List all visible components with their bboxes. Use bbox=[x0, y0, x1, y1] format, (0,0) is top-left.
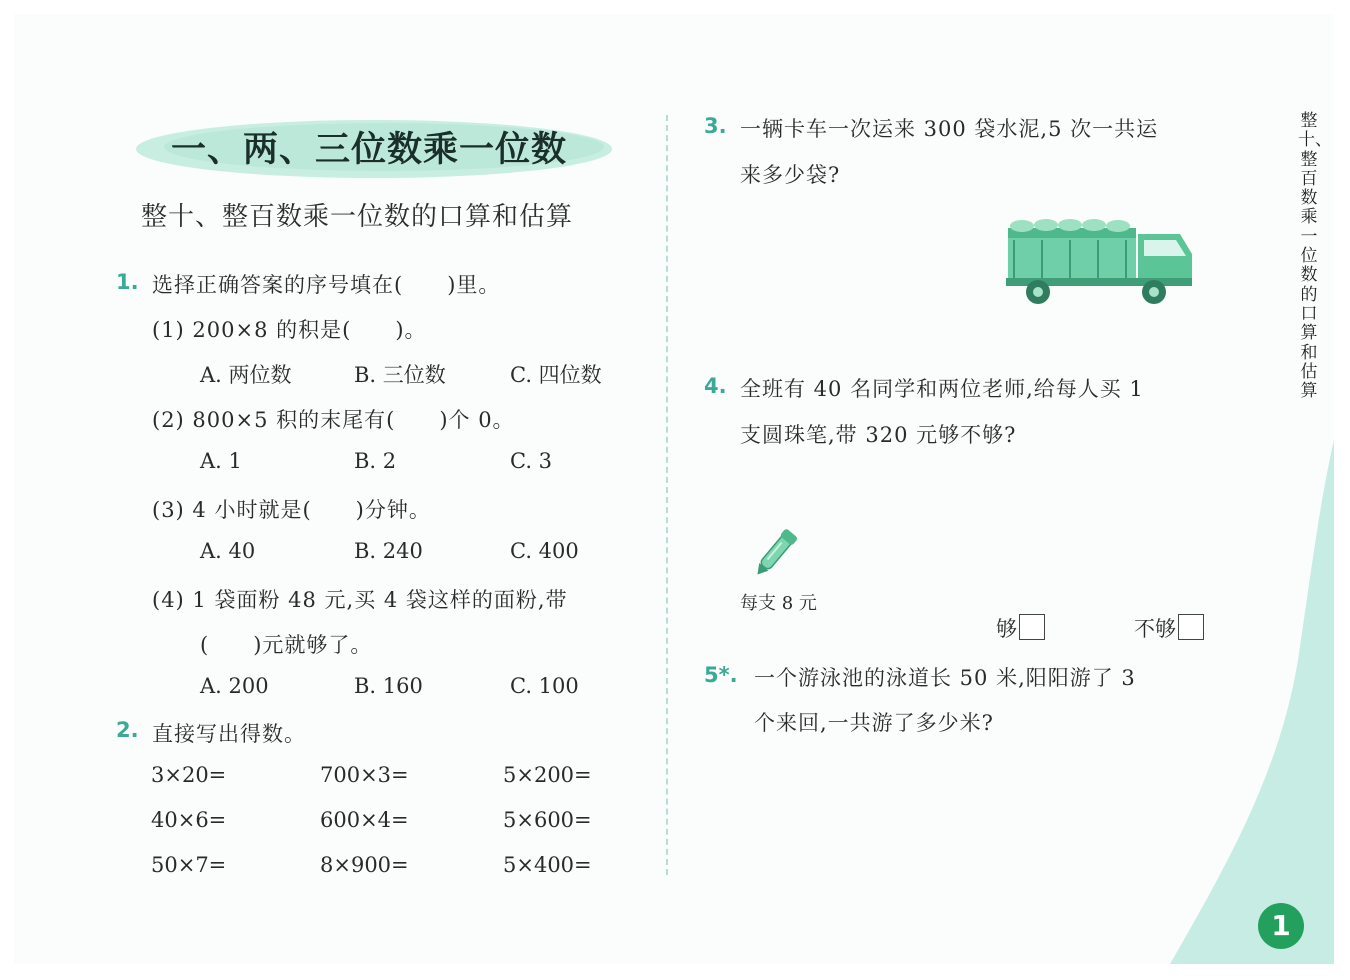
q2-text: 直接写出得数。 bbox=[152, 722, 306, 746]
q1-sub1-option-b: B. 三位数 bbox=[354, 363, 446, 387]
enough-option bbox=[996, 613, 1045, 643]
q1-sub2-text: (2) 800×5 积的末尾有( )个 0。 bbox=[152, 408, 515, 432]
q1-sub2-option-a: A. 1 bbox=[200, 449, 242, 473]
pen-price-label: 每支 8 元 bbox=[740, 593, 817, 614]
q4-line2: 支圆珠笔,带 320 元够不够? bbox=[740, 423, 1017, 447]
calc-item: 40×6= bbox=[151, 808, 227, 832]
q1-sub1-option-c: C. 四位数 bbox=[510, 363, 602, 387]
lesson-subtitle: 整十、整百数乘一位数的口算和估算 bbox=[141, 202, 574, 232]
q1-sub3-text: (3) 4 小时就是( )分钟。 bbox=[152, 498, 431, 522]
q1-sub4-text-continued: ( )元就够了。 bbox=[200, 633, 373, 657]
q1-text: 选择正确答案的序号填在( )里。 bbox=[152, 273, 501, 297]
calc-item: 50×7= bbox=[151, 853, 227, 877]
calc-item: 8×900= bbox=[320, 853, 409, 877]
q1-number: 1. bbox=[116, 270, 139, 294]
q1-sub2-option-b: B. 2 bbox=[354, 449, 397, 473]
q2-number: 2. bbox=[116, 718, 139, 742]
calc-item: 700×3= bbox=[320, 763, 409, 787]
q1-sub4-option-c: C. 100 bbox=[510, 674, 579, 698]
calc-item: 3×20= bbox=[151, 763, 227, 787]
not-enough-option bbox=[1134, 613, 1204, 643]
not-enough-label: 不够 bbox=[1134, 617, 1176, 641]
corner-decoration bbox=[1160, 440, 1334, 980]
calc-item: 5×600= bbox=[503, 808, 592, 832]
calc-item: 5×400= bbox=[503, 853, 592, 877]
q1-sub3-option-c: C. 400 bbox=[510, 539, 579, 563]
side-section-label: 整十、整百数乘一位数的口算和估算 bbox=[1298, 111, 1332, 402]
q5-line1: 一个游泳池的泳道长 50 米,阳阳游了 3 bbox=[754, 666, 1136, 690]
q4-number: 4. bbox=[704, 374, 727, 398]
page-divider bbox=[666, 115, 668, 875]
q5-number: 5*. bbox=[704, 663, 738, 687]
ballpoint-pen-illustration bbox=[752, 520, 804, 580]
q1-sub1-text: (1) 200×8 的积是( )。 bbox=[152, 318, 427, 342]
q1-sub2-option-c: C. 3 bbox=[510, 449, 553, 473]
enough-label: 够 bbox=[996, 617, 1017, 641]
q1-sub1-option-a: A. 两位数 bbox=[200, 363, 292, 387]
calc-item: 5×200= bbox=[503, 763, 592, 787]
q1-sub4-option-b: B. 160 bbox=[354, 674, 423, 698]
page-number-badge: 1 bbox=[1258, 903, 1304, 949]
title-banner bbox=[134, 118, 620, 180]
truck-illustration bbox=[1004, 214, 1200, 310]
q1-sub3-option-b: B. 240 bbox=[354, 539, 423, 563]
q5-line2: 个来回,一共游了多少米? bbox=[754, 711, 994, 735]
q1-sub4-text: (4) 1 袋面粉 48 元,买 4 袋这样的面粉,带 bbox=[152, 588, 568, 612]
q1-sub4-option-a: A. 200 bbox=[200, 674, 269, 698]
enough-checkbox[interactable] bbox=[1019, 614, 1045, 640]
q3-line1: 一辆卡车一次运来 300 袋水泥,5 次一共运 bbox=[740, 117, 1159, 141]
q3-number: 3. bbox=[704, 114, 727, 138]
calc-item: 600×4= bbox=[320, 808, 409, 832]
q1-sub3-option-a: A. 40 bbox=[200, 539, 256, 563]
unit-title: 一、两、三位数乘一位数 bbox=[170, 130, 567, 170]
q4-line1: 全班有 40 名同学和两位老师,给每人买 1 bbox=[740, 377, 1144, 401]
not-enough-checkbox[interactable] bbox=[1178, 614, 1204, 640]
q3-line2: 来多少袋? bbox=[740, 163, 841, 187]
